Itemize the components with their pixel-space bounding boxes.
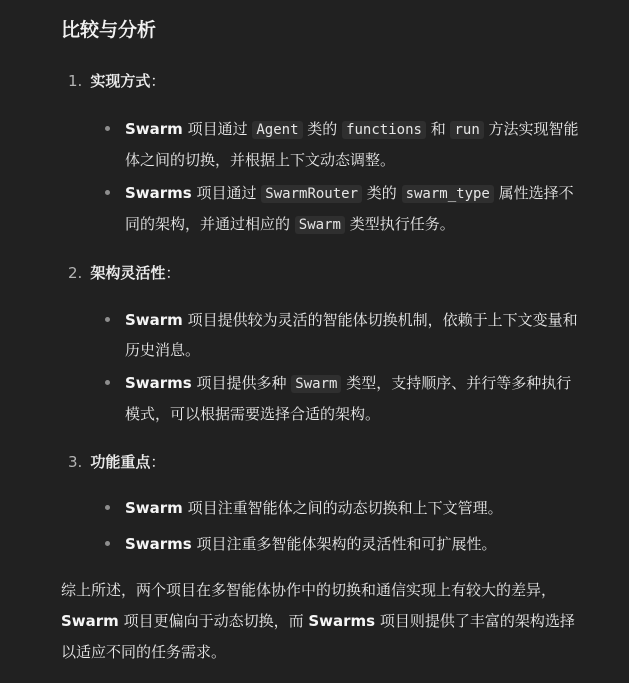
text-span: 项目通过 bbox=[191, 184, 262, 202]
code-run: run bbox=[450, 121, 483, 139]
code-agent: Agent bbox=[252, 121, 302, 139]
page-heading: 比较与分析 bbox=[61, 19, 157, 41]
text-span: 类型，支持顺序、并行等多种执行模式，可以根据需要选择合适的架构。 bbox=[125, 374, 572, 423]
list-item bbox=[125, 114, 580, 175]
list-item bbox=[125, 529, 580, 559]
text-span: 和 bbox=[425, 120, 451, 138]
project-name: Swarms bbox=[308, 612, 376, 630]
list-item bbox=[125, 493, 580, 523]
text-span: 类的 bbox=[302, 120, 343, 138]
section-number: 2. bbox=[68, 264, 83, 282]
section-title-implementation bbox=[68, 70, 165, 91]
code-swarm-type: swarm_type bbox=[402, 185, 494, 203]
text-span: 项目则提供了丰富的架构选择以适应不同的任务需求。 bbox=[61, 612, 575, 661]
text-span: 项目注重智能体之间的动态切换和上下文管理。 bbox=[182, 499, 503, 517]
conclusion-paragraph bbox=[61, 575, 581, 668]
project-name: Swarm bbox=[125, 499, 183, 517]
text-span: 项目提供较为灵活的智能体切换机制，依赖于上下文变量和历史消息。 bbox=[125, 311, 578, 359]
text-span: 类型执行任务。 bbox=[344, 215, 455, 233]
project-name: Swarm bbox=[125, 311, 183, 329]
project-name: Swarms bbox=[125, 374, 192, 392]
code-swarm: Swarm bbox=[291, 375, 341, 393]
project-name: Swarm bbox=[125, 120, 183, 138]
section-colon: ： bbox=[165, 264, 181, 282]
text-span: 方法实现智能体之间的切换，并根据上下文动态调整。 bbox=[125, 120, 579, 169]
project-name: Swarms bbox=[125, 184, 192, 202]
text-span: 综上所述，两个项目在多智能体协作中的切换和通信实现上有较大的差异， bbox=[61, 581, 557, 599]
text-span: 项目通过 bbox=[182, 120, 253, 138]
project-name: Swarm bbox=[61, 612, 119, 630]
list-item bbox=[125, 368, 580, 429]
list-item bbox=[125, 305, 580, 365]
text-span: 项目注重多智能体架构的灵活性和可扩展性。 bbox=[191, 535, 497, 553]
section-label: 功能重点 bbox=[90, 453, 151, 471]
section-label: 实现方式 bbox=[90, 72, 151, 90]
text-span: 项目提供多种 bbox=[191, 374, 292, 392]
section-title-focus bbox=[68, 451, 165, 472]
section-number: 3. bbox=[68, 453, 83, 471]
project-name: Swarms bbox=[125, 535, 192, 553]
code-swarmrouter: SwarmRouter bbox=[261, 185, 362, 203]
section-title-flexibility bbox=[68, 262, 180, 283]
code-swarm: Swarm bbox=[295, 216, 345, 234]
text-span: 项目更偏向于动态切换，而 bbox=[118, 612, 309, 630]
section-colon: ： bbox=[150, 72, 166, 90]
text-span: 属性选择不同的架构，并通过相应的 bbox=[125, 184, 574, 233]
section-number: 1. bbox=[68, 72, 83, 90]
code-functions: functions bbox=[342, 121, 426, 139]
section-label: 架构灵活性 bbox=[90, 264, 166, 282]
section-colon: ： bbox=[150, 453, 166, 471]
text-span: 类的 bbox=[362, 184, 402, 202]
list-item bbox=[125, 178, 580, 240]
